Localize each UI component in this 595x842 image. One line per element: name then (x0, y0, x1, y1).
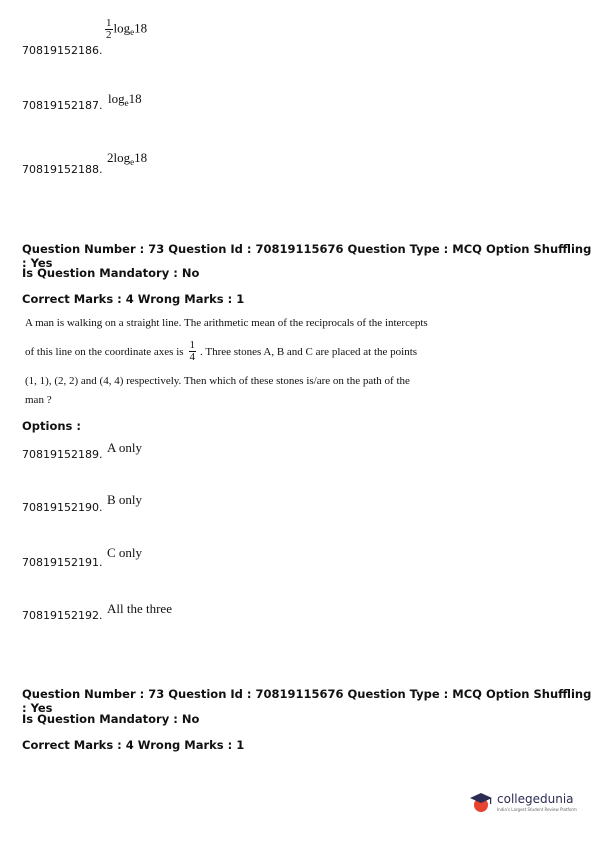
option-id: 70819152192. (22, 609, 103, 622)
question-text-line-3: (1, 1), (2, 2) and (4, 4) respectively. Then which of these stones is/are on the path of the (25, 375, 410, 387)
option-text: All the three (107, 601, 172, 616)
option-math: $\log_e18$ (108, 91, 142, 108)
option-id: 70819152188. (22, 163, 103, 176)
collegedunia-logo (468, 790, 577, 814)
option-id: 70819152189. (22, 448, 103, 461)
graduation-cap-icon (468, 790, 494, 814)
logo-text: collegedunia India's Largest Student Review Platform (497, 792, 577, 812)
question-mandatory: Is Question Mandatory : No (22, 266, 200, 280)
option-math: $\frac{1}{2}$ $\log_e18$ (106, 17, 148, 41)
options-label: Options : (22, 419, 81, 433)
option-text: B only (107, 492, 143, 507)
question-header: Question Number : 73 Question Id : 70819115676 Question Type : MCQ Option Shuffling : Yes (22, 687, 592, 715)
question-marks: Correct Marks : 4 Wrong Marks : 1 (22, 738, 245, 752)
option-id: 70819152187. (22, 99, 103, 112)
question-marks: Correct Marks : 4 Wrong Marks : 1 (22, 292, 245, 306)
question-text-line-1: A man is walking on a straight line. The arithmetic mean of the reciprocals of the intercepts (25, 317, 428, 329)
option-id: 70819152191. (22, 556, 103, 569)
option-text: A only (107, 440, 143, 455)
option-id: 70819152186. (22, 44, 103, 57)
option-text: C only (107, 545, 143, 560)
question-header: Question Number : 73 Question Id : 70819115676 Question Type : MCQ Option Shuffling : Yes (22, 242, 592, 270)
question-text-line-4: man ? (25, 394, 52, 406)
option-id: 70819152190. (22, 501, 103, 514)
fraction: $\frac{1}{2}$ (106, 17, 112, 41)
option-math: $2\log_e18$ (107, 150, 148, 167)
fraction: $\frac{1}{4}$ (189, 339, 196, 363)
question-mandatory: Is Question Mandatory : No (22, 712, 200, 726)
question-text-line-2: of this line on the coordinate axes is $\frac{1}{4}$ . Three stones A, B and C are placed at the points (25, 339, 418, 363)
